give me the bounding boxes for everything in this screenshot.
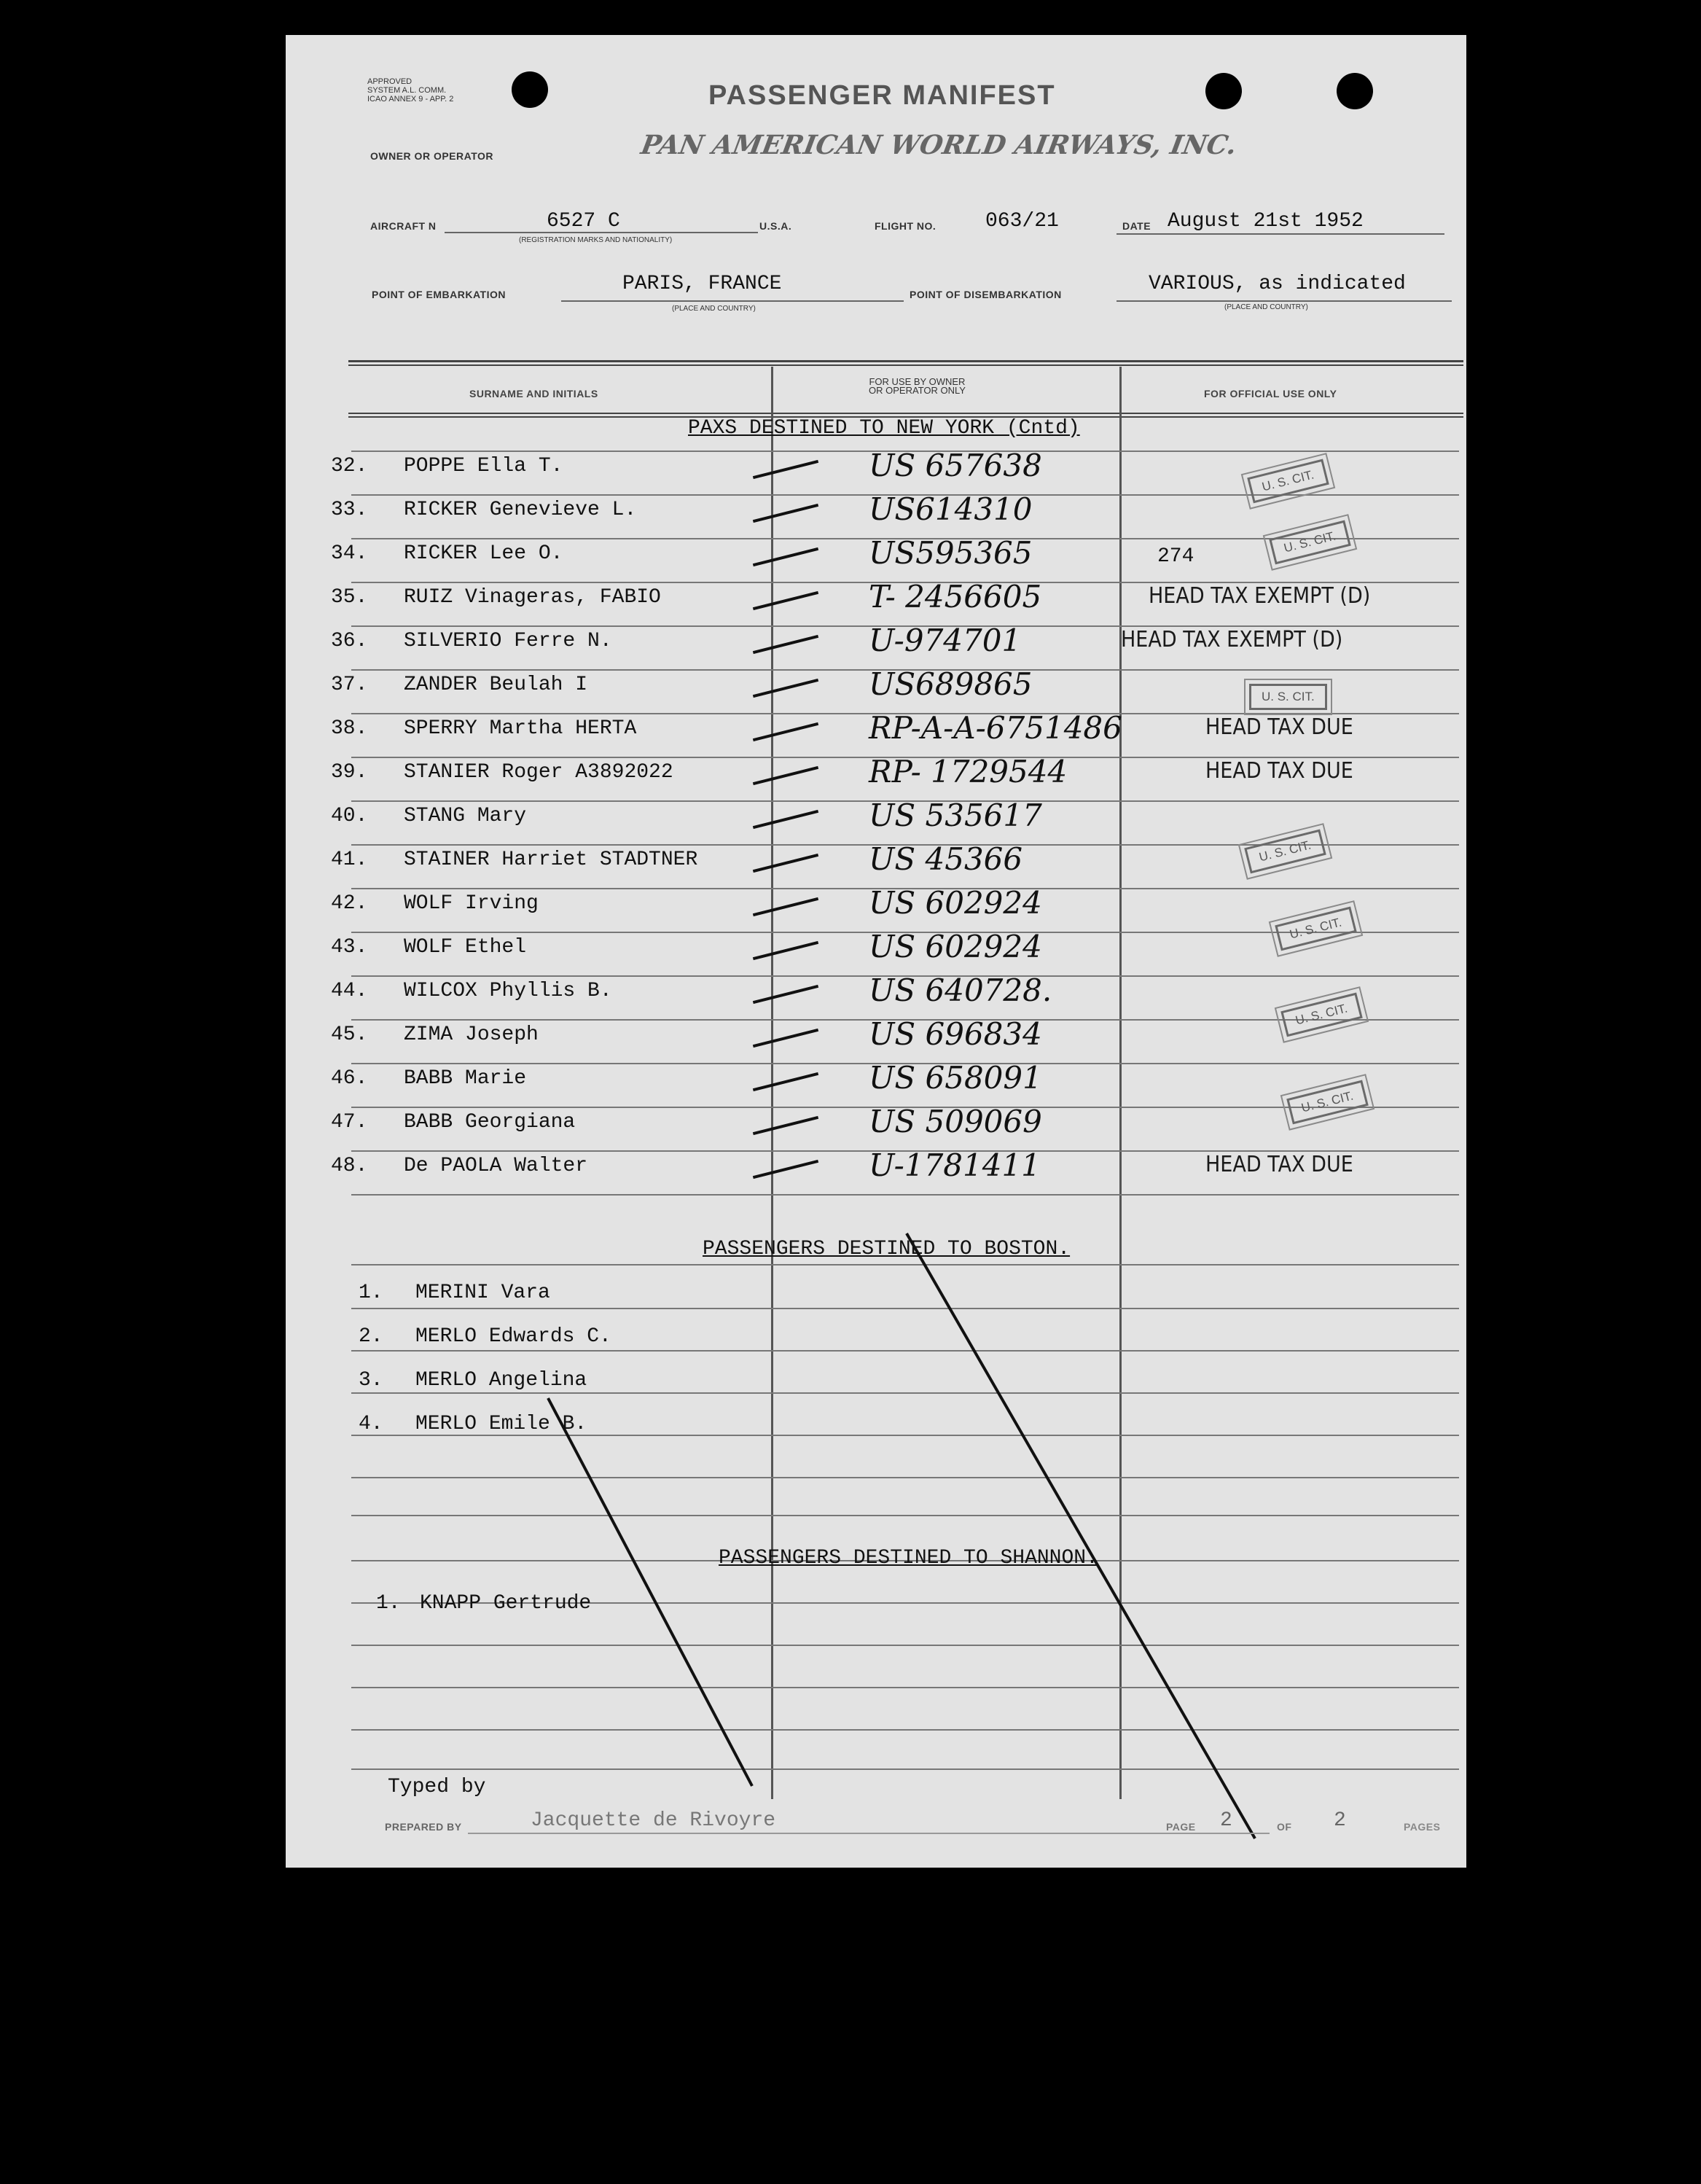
passenger-name: MERLO Emile B. <box>415 1413 587 1435</box>
us-cit-stamp: U. S. CIT. <box>1249 684 1327 710</box>
operator-label: OWNER OR OPERATOR <box>370 150 493 162</box>
official-note: 274 <box>1157 545 1194 568</box>
row-number: 48. <box>331 1155 368 1177</box>
document-number: T- 2456605 <box>869 579 1042 615</box>
us-cit-stamp: U. S. CIT. <box>1247 459 1329 504</box>
cancel-stroke-right <box>907 1233 1255 1838</box>
official-note: HEAD TAX DUE <box>1205 1152 1353 1177</box>
document-number: US 509069 <box>869 1104 1042 1139</box>
cancel-stroke-left <box>548 1398 752 1786</box>
operator-name: PAN AMERICAN WORLD AIRWAYS, INC. <box>638 130 1240 160</box>
document-number: RP-A-A-6751486 <box>869 710 1122 746</box>
embark-sublabel: (PLACE AND COUNTRY) <box>672 305 756 313</box>
passenger-name: ZANDER Beulah I <box>404 674 588 696</box>
typed-by: Typed by <box>388 1776 486 1798</box>
us-cit-stamp: U. S. CIT. <box>1244 830 1326 874</box>
row-number: 40. <box>331 805 368 827</box>
document-number: US614310 <box>869 491 1033 527</box>
row-number: 1. <box>359 1282 383 1304</box>
disembark-label: POINT OF DISEMBARKATION <box>910 289 1062 300</box>
approved-line-2: SYSTEM A.L. COMM. <box>367 86 447 95</box>
flight-label: FLIGHT NO. <box>875 220 936 232</box>
document-number: US 602924 <box>869 885 1042 921</box>
section-heading-shannon: PASSENGERS DESTINED TO SHANNON. <box>719 1547 1098 1569</box>
row-number: 47. <box>331 1111 368 1134</box>
row-number: 43. <box>331 936 368 959</box>
document-number: US 658091 <box>869 1060 1042 1096</box>
document-number: U-1781411 <box>869 1147 1041 1183</box>
document-number: U-974701 <box>869 623 1022 658</box>
row-number: 34. <box>331 542 368 565</box>
embark-value: PARIS, FRANCE <box>622 273 782 295</box>
passenger-name: De PAOLA Walter <box>404 1155 588 1177</box>
passenger-name: BABB Georgiana <box>404 1111 576 1134</box>
passenger-name: SILVERIO Ferre N. <box>404 630 612 652</box>
prepared-underline <box>468 1833 1270 1834</box>
us-cit-stamp: U. S. CIT. <box>1269 520 1350 565</box>
us-cit-stamp: U. S. CIT. <box>1286 1080 1368 1125</box>
official-note: HEAD TAX DUE <box>1205 758 1353 784</box>
document-number: US 640728. <box>869 972 1052 1008</box>
section-heading-boston: PASSENGERS DESTINED TO BOSTON. <box>703 1238 1071 1260</box>
of-label: OF <box>1277 1821 1292 1833</box>
row-number: 45. <box>331 1023 368 1046</box>
col-official-header: FOR OFFICIAL USE ONLY <box>1204 388 1337 399</box>
disembark-sublabel: (PLACE AND COUNTRY) <box>1224 303 1308 311</box>
page-label: PAGE <box>1166 1821 1196 1833</box>
passenger-name: RICKER Lee O. <box>404 542 563 565</box>
passenger-name: STANIER Roger A3892022 <box>404 761 673 784</box>
passenger-name: WOLF Irving <box>404 892 539 915</box>
approved-line-1: APPROVED <box>367 77 412 86</box>
passenger-name: WOLF Ethel <box>404 936 527 959</box>
page-title: PASSENGER MANIFEST <box>708 80 1056 111</box>
aircraft-value: 6527 C <box>547 210 620 233</box>
passenger-name: STANG Mary <box>404 805 527 827</box>
row-number: 39. <box>331 761 368 784</box>
document-number: US689865 <box>869 666 1033 702</box>
document-number: US 535617 <box>869 797 1042 833</box>
official-note: HEAD TAX DUE <box>1205 714 1353 740</box>
passenger-name: RUIZ Vinageras, FABIO <box>404 586 661 609</box>
passenger-name: KNAPP Gertrude <box>420 1592 592 1615</box>
document-number: US 602924 <box>869 929 1042 964</box>
manifest-sheet <box>286 35 1466 1868</box>
date-label: DATE <box>1122 220 1151 232</box>
document-number: US595365 <box>869 535 1033 571</box>
col-owner-line-2: OR OPERATOR ONLY <box>869 385 966 396</box>
row-number: 42. <box>331 892 368 915</box>
passenger-name: ZIMA Joseph <box>404 1023 539 1046</box>
document-number: US 657638 <box>869 448 1042 483</box>
aircraft-country: U.S.A. <box>759 220 792 232</box>
passenger-name: MERLO Angelina <box>415 1369 587 1392</box>
pages-label: PAGES <box>1404 1821 1441 1833</box>
passenger-name: BABB Marie <box>404 1067 527 1090</box>
prepared-label: PREPARED BY <box>385 1821 462 1833</box>
document-number: RP- 1729544 <box>869 754 1068 789</box>
aircraft-label: AIRCRAFT N <box>370 220 437 232</box>
date-value: August 21st 1952 <box>1168 210 1364 233</box>
us-cit-stamp: U. S. CIT. <box>1275 907 1356 951</box>
row-number: 3. <box>359 1369 383 1392</box>
page-value: 2 <box>1220 1809 1232 1832</box>
approved-line-3: ICAO ANNEX 9 - APP. 2 <box>367 95 454 104</box>
col-surname-header: SURNAME AND INITIALS <box>469 388 598 399</box>
row-number: 35. <box>331 586 368 609</box>
pages-value: 2 <box>1334 1809 1346 1832</box>
row-number: 44. <box>331 980 368 1002</box>
passenger-name: RICKER Genevieve L. <box>404 499 637 521</box>
cancel-strokes <box>286 35 1466 1868</box>
passenger-name: WILCOX Phyllis B. <box>404 980 612 1002</box>
official-note: HEAD TAX EXEMPT (D) <box>1121 627 1343 652</box>
passenger-name: SPERRY Martha HERTA <box>404 717 637 740</box>
row-number: 4. <box>359 1413 383 1435</box>
row-number: 37. <box>331 674 368 696</box>
row-number: 2. <box>359 1325 383 1348</box>
passenger-name: MERINI Vara <box>415 1282 550 1304</box>
aircraft-sublabel: (REGISTRATION MARKS AND NATIONALITY) <box>519 236 673 244</box>
row-number: 36. <box>331 630 368 652</box>
official-note: HEAD TAX EXEMPT (D) <box>1149 583 1371 609</box>
document-number: US 696834 <box>869 1016 1042 1052</box>
passenger-name: STAINER Harriet STADTNER <box>404 849 698 871</box>
disembark-value: VARIOUS, as indicated <box>1149 273 1406 295</box>
row-number: 41. <box>331 849 368 871</box>
row-number: 32. <box>331 455 368 477</box>
passenger-name: POPPE Ella T. <box>404 455 563 477</box>
row-number: 33. <box>331 499 368 521</box>
section-heading-new-york: PAXS DESTINED TO NEW YORK (Cntd) <box>688 417 1080 440</box>
row-number: 38. <box>331 717 368 740</box>
document-number: US 45366 <box>869 841 1023 877</box>
embark-label: POINT OF EMBARKATION <box>372 289 506 300</box>
prepared-value: Jacquette de Rivoyre <box>531 1809 776 1832</box>
row-number: 46. <box>331 1067 368 1090</box>
row-number: 1. <box>376 1592 401 1615</box>
flight-value: 063/21 <box>985 210 1059 233</box>
passenger-name: MERLO Edwards C. <box>415 1325 611 1348</box>
col-owner-line-1: FOR USE BY OWNER <box>869 376 966 387</box>
us-cit-stamp: U. S. CIT. <box>1280 993 1362 1037</box>
